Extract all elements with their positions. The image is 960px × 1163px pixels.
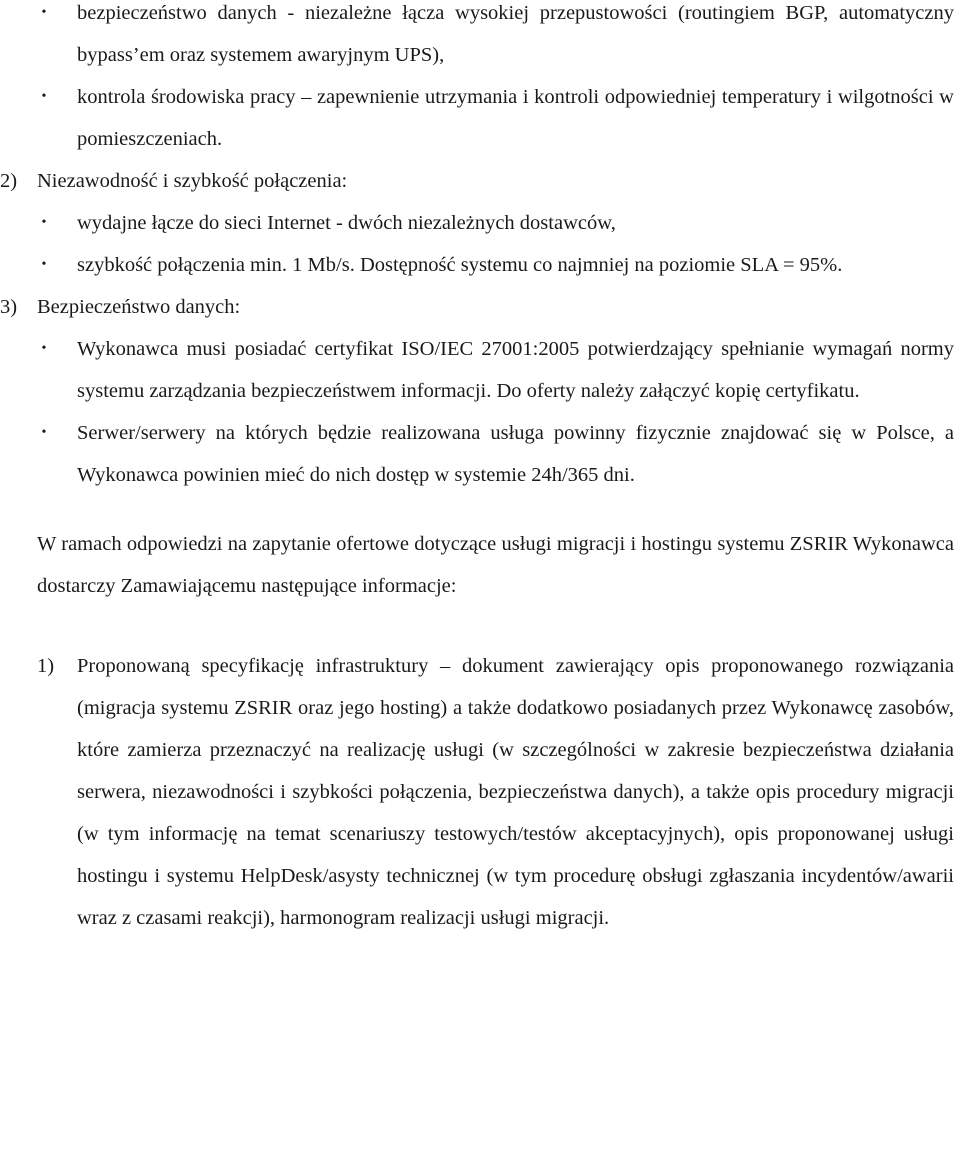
section-2 bbox=[0, 160, 960, 286]
section-title: Bezpieczeństwo danych: bbox=[37, 296, 241, 318]
item-number: 1) bbox=[37, 655, 55, 677]
bullet-icon: • bbox=[41, 341, 47, 356]
list-item bbox=[0, 0, 960, 76]
section-number: 3) bbox=[0, 296, 18, 318]
list-item bbox=[0, 244, 960, 286]
bullet-text: kontrola środowiska pracy – zapewnienie utrzymania i kontroli odpowiedniej temperatury i wilgotności w pomieszczeniach. bbox=[77, 86, 954, 150]
list-item bbox=[0, 412, 960, 496]
section-heading bbox=[0, 286, 960, 328]
bullet-icon: • bbox=[41, 257, 47, 272]
bullet-text: Wykonawca musi posiadać certyfikat ISO/IEC 27001:2005 potwierdzający spełnianie wymagań normy systemu zarządzania bezpieczeństwem informacji. Do oferty należy załączyć kopię certyfikatu. bbox=[77, 338, 954, 402]
bullet-text: wydajne łącze do sieci Internet - dwóch niezależnych dostawców, bbox=[77, 212, 616, 234]
bullet-icon: • bbox=[41, 5, 47, 20]
item-text: Proponowaną specyfikację infrastruktury – dokument zawierający opis proponowanego rozwiązania (migracja systemu ZSRIR oraz jego hosting) a także dodatkowo posiadanych przez Wykonawcę zasobów, które zamierza przeznaczyć na realizację usługi (w szczególności w zakresie bezpieczeństwa działania serwera, niezawodności i szybkości połączenia, bezpieczeństwa danych), a także opis procedury migracji (w tym informację na temat scenariuszy testowych/testów akceptacyjnych), opis proponowanej usługi hostingu i systemu HelpDesk/asysty technicznej (w tym procedurę obsługi zgłaszania incydentów/awarii wraz z czasami reakcji), harmonogram realizacji usługi migracji. bbox=[77, 655, 954, 929]
section-3 bbox=[0, 286, 960, 496]
list-item bbox=[0, 76, 960, 160]
bullet-icon: • bbox=[41, 89, 47, 104]
list-item bbox=[0, 202, 960, 244]
bullet-text: bezpieczeństwo danych - niezależne łącza wysokiej przepustowości (routingiem BGP, automatyczny bypass’em oraz systemem awaryjnym UPS), bbox=[77, 2, 954, 66]
bullet-icon: • bbox=[41, 215, 47, 230]
list-item bbox=[0, 328, 960, 412]
info-list bbox=[0, 645, 960, 939]
bullet-icon: • bbox=[41, 425, 47, 440]
section-number: 2) bbox=[0, 170, 18, 192]
list-item bbox=[0, 645, 960, 939]
bullet-text: szybkość połączenia min. 1 Mb/s. Dostępność systemu co najmniej na poziomie SLA = 95%. bbox=[77, 254, 843, 276]
section-title: Niezawodność i szybkość połączenia: bbox=[37, 170, 348, 192]
intro-paragraph: W ramach odpowiedzi na zapytanie ofertowe dotyczące usługi migracji i hostingu systemu ZSRIR Wykonawca dostarczy Zamawiającemu następujące informacje: bbox=[37, 533, 954, 597]
section-heading bbox=[0, 160, 960, 202]
section-1-bullets bbox=[0, 0, 960, 160]
bullet-text: Serwer/serwery na których będzie realizowana usługa powinny fizycznie znajdować się w Polsce, a Wykonawca powinien mieć do nich dostęp w systemie 24h/365 dni. bbox=[77, 422, 954, 486]
